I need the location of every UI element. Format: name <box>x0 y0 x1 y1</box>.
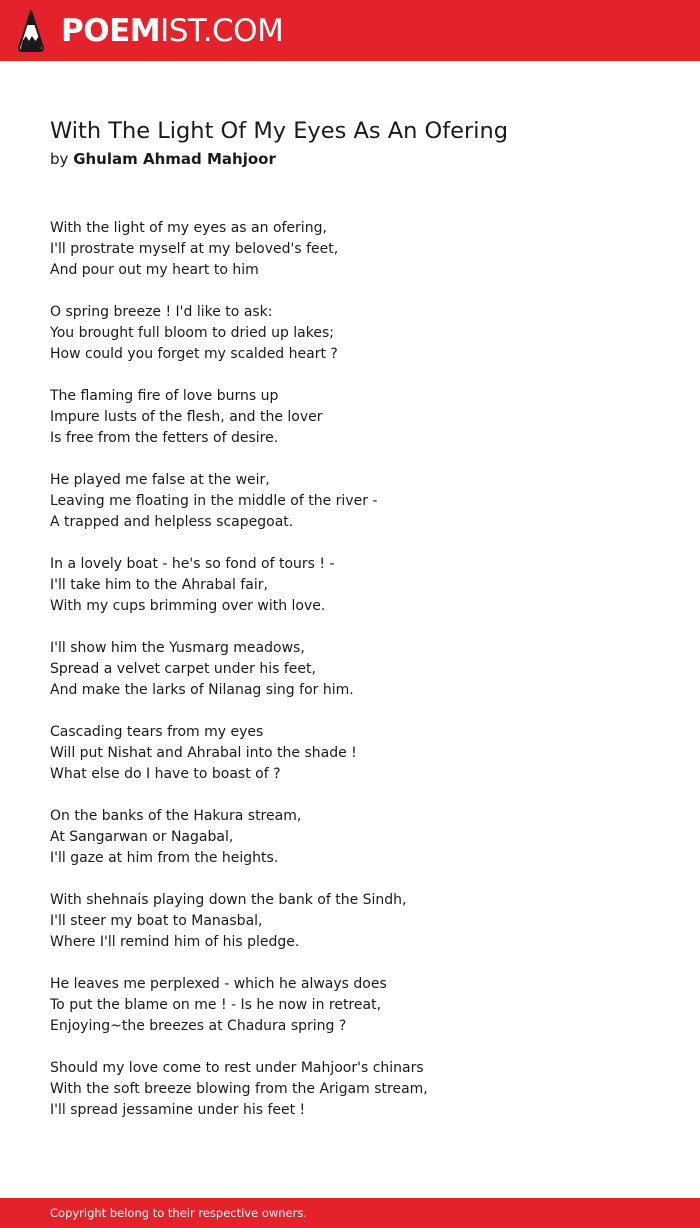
poem-line: A trapped and helpless scapegoat. <box>50 514 294 530</box>
logo-wordmark-bold: POEM <box>61 13 161 49</box>
poem-stanza <box>50 638 650 701</box>
site-footer <box>0 1198 700 1228</box>
poem-line: Leaving me floating in the middle of the river - <box>50 493 378 509</box>
poem-line: O spring breeze ! I'd like to ask: <box>50 304 273 320</box>
poem-stanza <box>50 806 650 869</box>
poem-line: With my cups brimming over with love. <box>50 598 326 614</box>
poem-line: Enjoying~the breezes at Chadura spring ? <box>50 1018 347 1034</box>
poem-line: To put the blame on me ! - Is he now in retreat, <box>50 997 382 1013</box>
poem-stanza <box>50 554 650 617</box>
poem-line: On the banks of the Hakura stream, <box>50 808 302 824</box>
poem-line: With shehnais playing down the bank of the Sindh, <box>50 892 407 908</box>
site-logo[interactable] <box>18 10 283 52</box>
poem-line: With the light of my eyes as an ofering, <box>50 220 327 236</box>
poem-line: Is free from the fetters of desire. <box>50 430 279 446</box>
poem-line: I'll show him the Yusmarg meadows, <box>50 640 305 656</box>
poem-line: Impure lusts of the flesh, and the lover <box>50 409 323 425</box>
poem-line: I'll gaze at him from the heights. <box>50 850 279 866</box>
copyright-notice: Copyright belong to their respective owners. <box>50 1206 308 1220</box>
poem-line: And pour out my heart to him <box>50 262 259 278</box>
poem-line: He leaves me perplexed - which he always does <box>50 976 387 992</box>
poem-line: At Sangarwan or Nagabal, <box>50 829 234 845</box>
poem-stanza <box>50 974 650 1037</box>
poem-stanza <box>50 722 650 785</box>
poem-line: How could you forget my scalded heart ? <box>50 346 338 362</box>
site-header <box>0 0 700 61</box>
poem-line: I'll take him to the Ahrabal fair, <box>50 577 268 593</box>
poem-stanza <box>50 302 650 365</box>
poem-stanza <box>50 890 650 953</box>
logo-wordmark <box>61 10 283 52</box>
pencil-tip-icon <box>18 10 44 52</box>
by-label: by <box>50 150 69 168</box>
poem-line: Will put Nishat and Ahrabal into the shade ! <box>50 745 357 761</box>
poem-line: I'll spread jessamine under his feet ! <box>50 1102 306 1118</box>
logo-wordmark-light: IST.COM <box>160 13 284 49</box>
poem-line: In a lovely boat - he's so fond of tours ! - <box>50 556 335 572</box>
poem-title: With The Light Of My Eyes As An Ofering <box>50 118 509 144</box>
poem-stanza <box>50 386 650 449</box>
poem-line: Spread a velvet carpet under his feet, <box>50 661 316 677</box>
poem-line: And make the larks of Nilanag sing for him. <box>50 682 354 698</box>
author-name: Ghulam Ahmad Mahjoor <box>73 150 276 168</box>
poem-line: Where I'll remind him of his pledge. <box>50 934 300 950</box>
poem-line: Should my love come to rest under Mahjoor's chinars <box>50 1060 424 1076</box>
poem-stanza <box>50 470 650 533</box>
poem-line: Cascading tears from my eyes <box>50 724 264 740</box>
poem-stanza <box>50 1058 650 1121</box>
poem-body <box>50 218 650 1142</box>
byline <box>50 148 276 170</box>
poem-line: I'll steer my boat to Manasbal, <box>50 913 263 929</box>
poem-line: The flaming fire of love burns up <box>50 388 279 404</box>
poem-line: I'll prostrate myself at my beloved's feet, <box>50 241 339 257</box>
poem-line: What else do I have to boast of ? <box>50 766 281 782</box>
poem-line: With the soft breeze blowing from the Arigam stream, <box>50 1081 428 1097</box>
poem-line: He played me false at the weir, <box>50 472 270 488</box>
poem-line: You brought full bloom to dried up lakes; <box>50 325 334 341</box>
poem-stanza <box>50 218 650 281</box>
